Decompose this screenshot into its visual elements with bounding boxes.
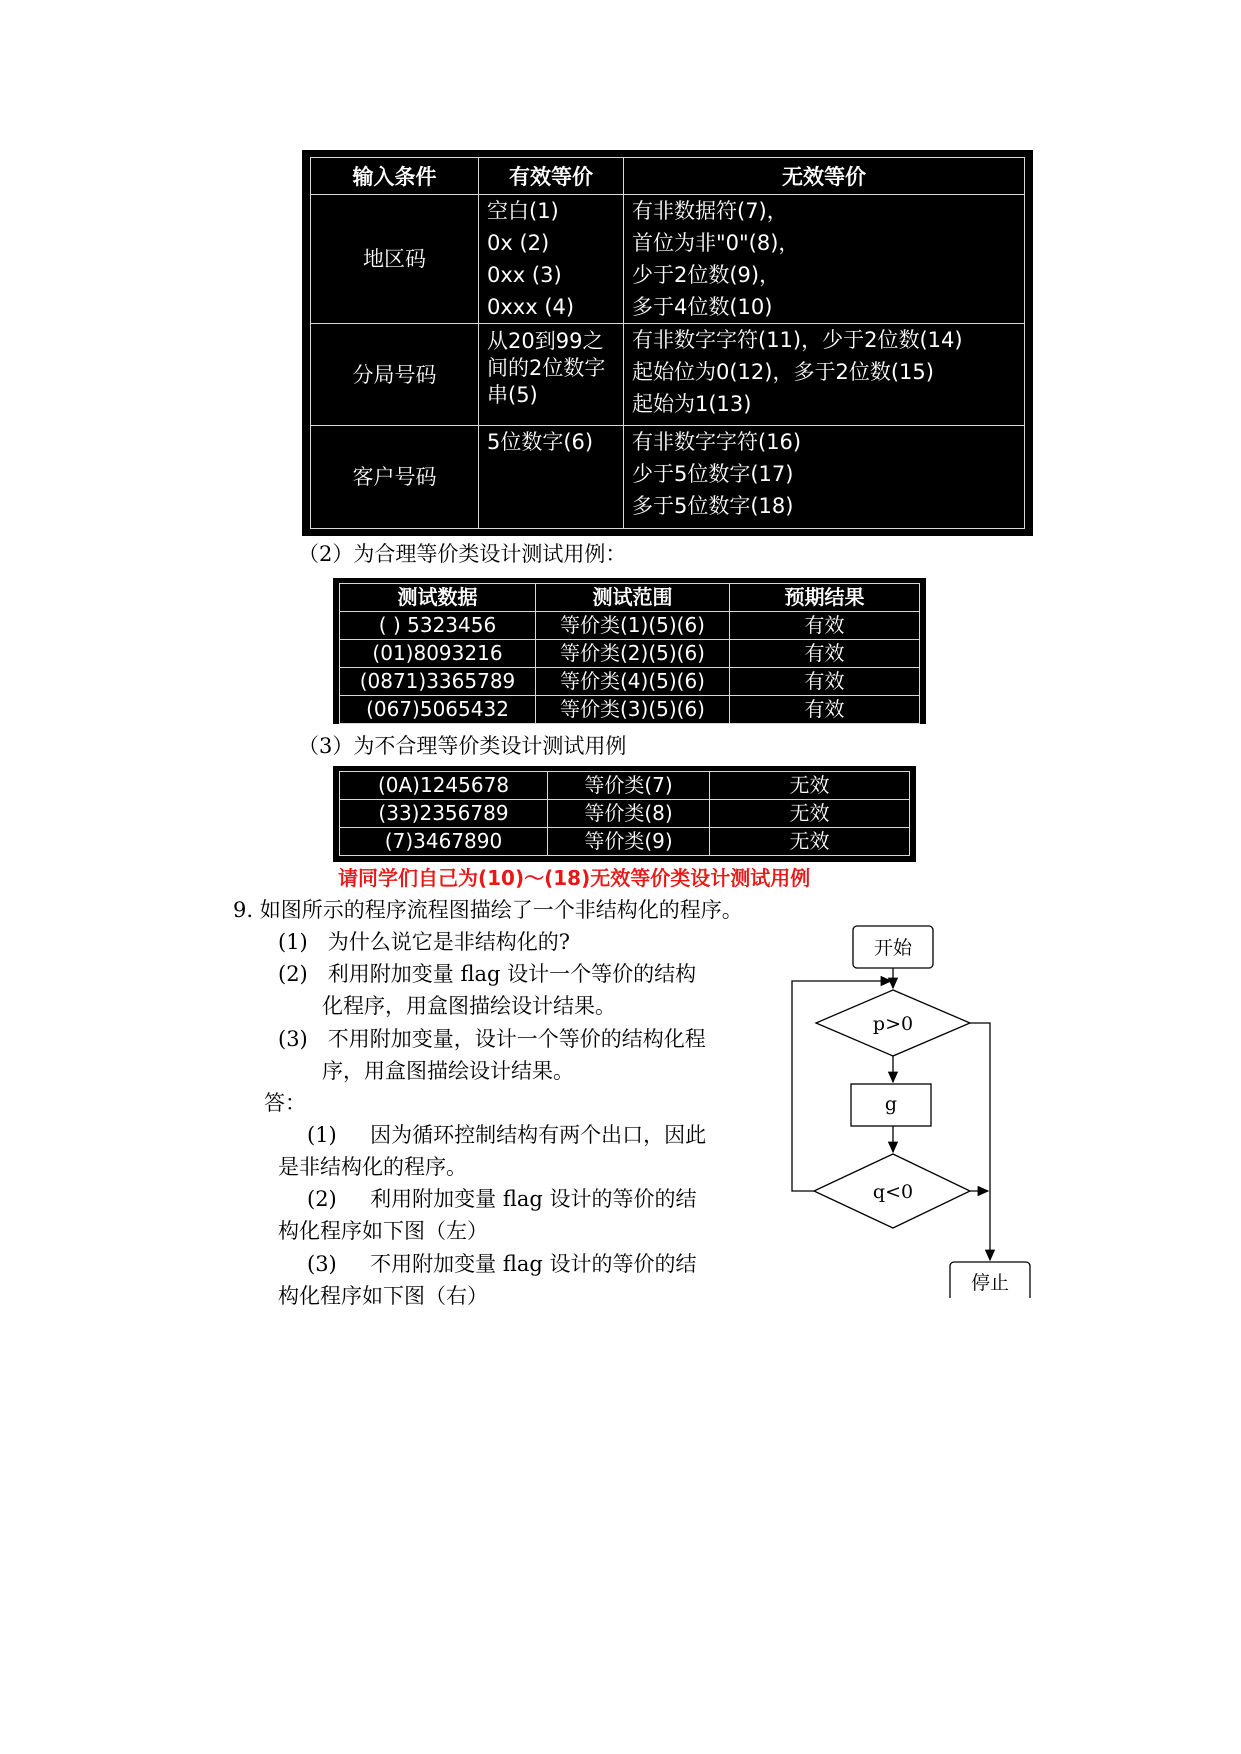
test-range-cell: 等价类(3)(5)(6) — [536, 696, 730, 724]
answer-1 — [307, 1119, 706, 1151]
valid-line: 从20到99之 — [487, 329, 604, 353]
valid-line: 0xx (3) — [487, 263, 562, 287]
sub-question-3 — [278, 1023, 706, 1055]
invalid-line: 有非数字字符(16) — [632, 430, 802, 454]
start-label: 开始 — [873, 937, 913, 959]
answer-3-cont: 构化程序如下图（右） — [278, 1284, 488, 1308]
table-row — [311, 195, 1025, 324]
test-range-cell: 等价类(4)(5)(6) — [536, 668, 730, 696]
test-data-cell: (0A)1245678 — [340, 772, 548, 800]
test-data-cell: (7)3467890 — [340, 828, 548, 856]
condition-cell: 客户号码 — [311, 426, 479, 529]
table-row — [340, 696, 920, 724]
table-row — [340, 772, 910, 800]
test-range-cell: 等价类(7) — [548, 772, 710, 800]
answer-label: 答： — [264, 1091, 306, 1115]
question-stem: 如图所示的程序流程图描绘了一个非结构化的程序。 — [259, 898, 743, 922]
decision-label-p: p>0 — [872, 1013, 914, 1035]
red-assignment-note: 请同学们自己为(10)～(18)无效等价类设计测试用例 — [338, 866, 811, 890]
sub-number: (3) — [278, 1027, 308, 1051]
valid-cell — [479, 324, 624, 426]
sub-text: 利用附加变量 flag 设计一个等价的结构 — [327, 962, 697, 986]
sub-question-2 — [278, 958, 696, 990]
valid-line: 空白(1) — [487, 199, 559, 223]
answer-3 — [307, 1248, 696, 1280]
expected-result-cell: 无效 — [710, 772, 910, 800]
sub-question-1 — [278, 926, 570, 958]
test-data-cell: (01)8093216 — [340, 640, 536, 668]
invalid-line: 有非数据符(7)， — [632, 199, 788, 223]
sub-text: 为什么说它是非结构化的? — [327, 930, 571, 954]
expected-result-cell: 有效 — [730, 640, 920, 668]
answer-text: 利用附加变量 flag 设计的等价的结 — [370, 1187, 697, 1211]
table-row — [340, 828, 910, 856]
expected-result-cell: 有效 — [730, 612, 920, 640]
invalid-line: 多于4位数(10) — [632, 295, 773, 319]
header-input-condition: 输入条件 — [311, 158, 479, 195]
expected-result-cell: 有效 — [730, 668, 920, 696]
test-range-cell: 等价类(1)(5)(6) — [536, 612, 730, 640]
invalid-line: 少于5位数字(17) — [632, 462, 794, 486]
invalid-cell — [624, 195, 1025, 324]
answer-text: 因为循环控制结构有两个出口，因此 — [370, 1123, 707, 1147]
test-range-cell: 等价类(2)(5)(6) — [536, 640, 730, 668]
invalid-line: 多于5位数字(18) — [632, 494, 794, 518]
test-data-cell: (33)2356789 — [340, 800, 548, 828]
answer-2 — [307, 1183, 696, 1215]
question-number: 9. — [233, 898, 254, 922]
header-valid-class: 有效等价 — [479, 158, 624, 195]
invalid-line: 少于2位数(9)， — [632, 263, 781, 287]
table-row — [340, 612, 920, 640]
exit-arrow-p — [970, 1023, 990, 1260]
equivalence-class-table — [302, 150, 1033, 536]
invalid-line: 有非数字字符(11)，少于2位数(14) — [632, 328, 963, 352]
answer-number: (3) — [307, 1252, 337, 1276]
test-range-cell: 等价类(8) — [548, 800, 710, 828]
valid-line: 串(5) — [487, 383, 538, 407]
sub-question-2-cont: 化程序，用盒图描绘设计结果。 — [322, 994, 616, 1018]
valid-cell — [479, 195, 624, 324]
table-row — [311, 324, 1025, 426]
invalid-test-case-table — [333, 766, 916, 862]
valid-test-case-table — [333, 578, 926, 724]
header-invalid-class: 无效等价 — [624, 158, 1025, 195]
answer-1-cont: 是非结构化的程序。 — [278, 1155, 467, 1179]
sub-question-3-cont: 序，用盒图描绘设计结果。 — [322, 1059, 574, 1083]
invalid-cell — [624, 324, 1025, 426]
test-range-cell: 等价类(9) — [548, 828, 710, 856]
process-label-g: g — [884, 1093, 898, 1115]
question-9-stem — [233, 894, 743, 926]
expected-result-cell: 无效 — [710, 800, 910, 828]
sub-number: (1) — [278, 930, 308, 954]
answer-number: (2) — [307, 1187, 337, 1211]
program-flowchart — [780, 918, 1080, 1298]
table-row — [340, 668, 920, 696]
valid-line: 5位数字(6) — [487, 430, 594, 454]
expected-result-cell: 无效 — [710, 828, 910, 856]
invalid-line: 起始为1(13) — [632, 392, 752, 416]
header-test-data: 测试数据 — [340, 584, 536, 612]
caption-invalid-cases: （3）为不合理等价类设计测试用例 — [298, 734, 627, 758]
sub-text: 不用附加变量，设计一个等价的结构化程 — [327, 1027, 706, 1051]
test-data-cell: (067)5065432 — [340, 696, 536, 724]
invalid-line: 起始位为0(12)，多于2位数(15) — [632, 360, 934, 384]
valid-line: 0xxx (4) — [487, 295, 575, 319]
header-test-range: 测试范围 — [536, 584, 730, 612]
expected-result-cell: 有效 — [730, 696, 920, 724]
caption-valid-cases: （2）为合理等价类设计测试用例： — [298, 542, 627, 566]
answer-number: (1) — [307, 1123, 337, 1147]
answer-text: 不用附加变量 flag 设计的等价的结 — [370, 1252, 697, 1276]
table-row — [340, 800, 910, 828]
answer-2-cont: 构化程序如下图（左） — [278, 1219, 488, 1243]
condition-cell: 分局号码 — [311, 324, 479, 426]
invalid-cell — [624, 426, 1025, 529]
condition-cell: 地区码 — [311, 195, 479, 324]
header-expected-result: 预期结果 — [730, 584, 920, 612]
test-data-cell: (0871)3365789 — [340, 668, 536, 696]
stop-label: 停止 — [970, 1272, 1010, 1294]
table-row — [340, 640, 920, 668]
valid-line: 间的2位数字 — [487, 356, 606, 380]
valid-cell — [479, 426, 624, 529]
sub-number: (2) — [278, 962, 308, 986]
table-row — [311, 426, 1025, 529]
invalid-line: 首位为非"0"(8)， — [632, 231, 800, 255]
valid-line: 0x (2) — [487, 231, 550, 255]
decision-label-q: q<0 — [872, 1181, 914, 1203]
test-data-cell: ( ) 5323456 — [340, 612, 536, 640]
